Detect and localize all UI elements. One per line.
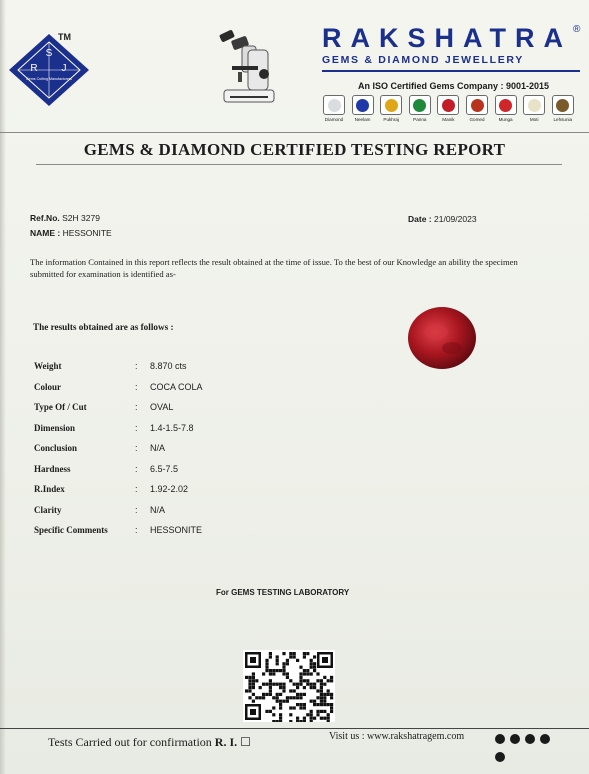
stone-label: Neelam [354,117,371,122]
footer-text: Tests Carried out for confirmation [48,735,212,749]
stone-neelam [351,95,375,122]
result-row [34,484,334,505]
result-row [34,382,334,403]
report-date [408,214,477,224]
stone-icon [523,95,545,115]
qr-code[interactable] [243,650,335,722]
brand-block [322,24,584,72]
result-value: HESSONITE [150,525,203,535]
brand-subtitle: GEMS & DIAMOND JEWELLERY [322,54,525,66]
stone-label: Lehsunia [553,117,573,122]
title-divider [36,164,562,165]
stone-icon [352,95,374,115]
microscope-icon [212,26,280,108]
stone-label: Panna [413,117,427,122]
stone-label: Gomed [469,117,485,122]
result-value: 6.5-7.5 [150,463,179,474]
registered-mark: ® [573,24,581,35]
footer-confirmation [48,735,251,750]
footer-ri: R. I. [214,735,238,749]
stone-pukhraj [379,95,403,122]
result-key: Dimension [34,422,76,433]
ref-label: Ref.No. [30,213,60,223]
report-title: GEMS & DIAMOND CERTIFIED TESTING REPORT [83,140,506,159]
website-link[interactable]: Visit us : www.rakshatragem.com [329,731,465,742]
result-value: COCA COLA [150,381,203,392]
page-shadow [0,0,6,774]
result-key: Clarity [34,504,62,515]
results-table [34,361,334,546]
result-colon: : [135,381,138,392]
result-value: 8.870 cts [150,361,187,371]
stone-label: Diamond [324,117,344,122]
result-row [34,464,334,485]
whatsapp-icon[interactable] [510,734,520,744]
srj-logo-diamond [4,14,96,110]
date-value: 21/09/2023 [434,214,477,224]
stone-munga [494,95,518,122]
stone-icon [495,95,517,115]
ref-number [30,213,100,223]
stone-label: Munga [498,117,513,122]
result-row [34,525,334,546]
result-colon: : [135,463,138,474]
result-key: Type Of / Cut [34,402,87,412]
stone-label: Manik [442,117,455,122]
lab-signature-line: For GEMS TESTING LABORATORY [216,588,350,597]
logo-tagline: Gems Cutting Manufacturers [26,77,72,81]
result-row [34,423,334,444]
results-heading: The results obtained are as follows : [33,322,174,332]
result-key: Specific Comments [34,525,108,535]
result-row [34,361,334,382]
result-value: N/A [150,504,166,515]
result-row [34,505,334,526]
name-label: NAME : [30,228,61,238]
facebook-icon[interactable] [495,734,505,744]
logo-letter-r: R [30,63,38,74]
instagram-icon[interactable] [525,734,535,744]
header-divider [0,132,589,133]
result-key: R.Index [34,484,65,494]
stone-panna [408,95,432,122]
result-colon: : [135,443,138,453]
youtube-icon[interactable] [540,734,550,744]
stone-diamond [322,95,346,122]
footer-checkbox: ☐ [240,735,251,749]
stone-icon [380,95,402,115]
result-colon: : [135,361,138,371]
stone-icon [552,95,574,115]
stone-manik [436,95,460,122]
stone-icon [466,95,488,115]
iso-certification: An ISO Certified Gems Company : 9001-2015 [358,81,550,91]
result-value: 1.92-2.02 [150,484,189,494]
result-colon: : [135,402,138,412]
stone-icon [323,95,345,115]
result-key: Colour [34,381,61,392]
brand-divider [322,70,580,72]
result-key: Weight [34,361,62,371]
logo-letter-s: S [45,48,53,59]
date-label: Date : [408,214,432,224]
gemstone-strip [322,95,582,127]
intro-paragraph: The information Contained in this report reflects the result obtained at the time of issue. To the best of our Knowledge an ability the specimen submitted for examination is identified as- [30,257,518,279]
stone-label: Pukhraj [383,117,399,122]
result-colon: : [135,484,138,494]
brand-name: RAKSHATRA [322,23,572,53]
result-colon: : [135,422,138,433]
stone-lehsunia [551,95,575,122]
result-value: OVAL [150,402,174,412]
social-icons [495,731,559,743]
stone-gomed [465,95,489,122]
result-colon: : [135,504,138,515]
stone-moti [522,95,546,122]
footer-divider [0,728,589,729]
stone-label: Moti [529,117,539,122]
result-value: N/A [150,443,166,453]
result-row [34,402,334,423]
ref-value: S2H 3279 [62,213,100,223]
result-row [34,443,334,464]
srj-logo [4,14,96,110]
specimen-name [30,228,112,238]
stone-icon [437,95,459,115]
twitter-icon[interactable] [495,752,505,762]
result-colon: : [135,525,138,535]
result-value: 1.4-1.5-7.8 [150,422,194,433]
stone-icon [409,95,431,115]
logo-letter-j: J [61,63,67,74]
result-key: Conclusion [34,443,78,453]
name-value: HESSONITE [62,228,112,238]
result-key: Hardness [34,463,71,474]
trademark-mark: TM [58,32,71,42]
gemstone-photo [404,302,480,372]
